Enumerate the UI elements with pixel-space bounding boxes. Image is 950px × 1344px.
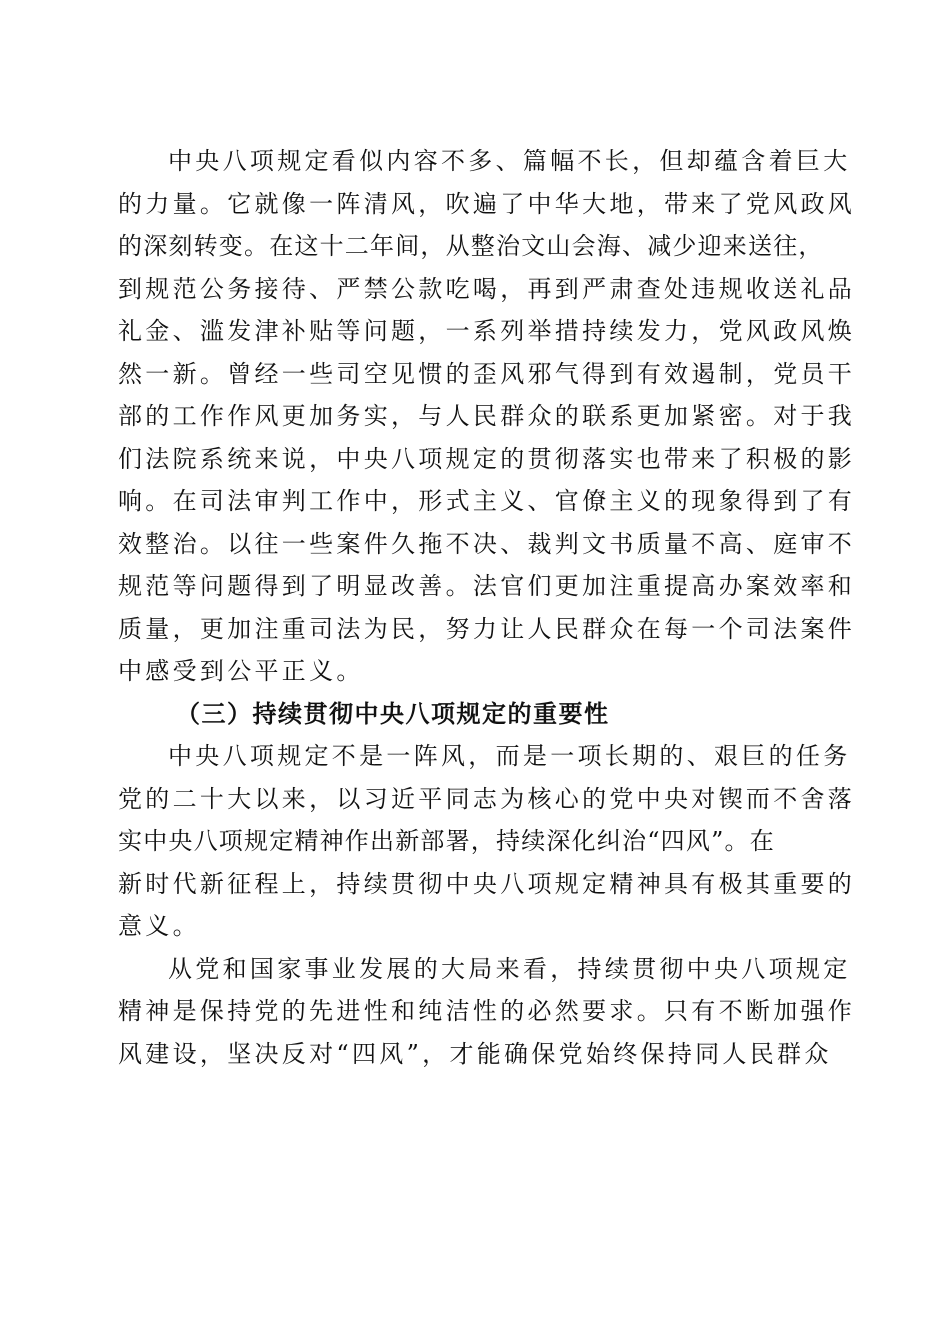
paragraph-3-line-3: 风建设，坚决反对“四风”，才能确保党始终保持同人民群众 bbox=[118, 1039, 832, 1068]
paragraph-1-line-13: 中感受到公平正义。 bbox=[118, 657, 364, 685]
paragraph-1-line-10: 效整治。以往一些案件久拖不决、裁判文书质量不高、庭审不 bbox=[118, 529, 856, 558]
paragraph-1-line-4: 到规范公务接待、严禁公款吃喝，再到严肃查处违规收送礼品 bbox=[118, 274, 856, 303]
paragraph-3-line-2: 精神是保持党的先进性和纯洁性的必然要求。只有不断加强作 bbox=[118, 997, 856, 1025]
paragraph-1-line-7: 部的工作作风更加务实，与人民群众的联系更加紧密。对于我 bbox=[118, 402, 856, 430]
paragraph-1-line-9: 响。在司法审判工作中，形式主义、官僚主义的现象得到了有 bbox=[118, 487, 856, 515]
paragraph-2-line-4: 新时代新征程上，持续贯彻中央八项规定精神具有极其重要的 bbox=[118, 869, 856, 898]
paragraph-1-line-3: 的深刻转变。在这十二年间，从整治文山会海、减少迎来送往， bbox=[118, 232, 824, 260]
paragraph-1-line-12: 质量，更加注重司法为民，努力让人民群众在每一个司法案件 bbox=[118, 614, 856, 643]
section-heading: （三）持续贯彻中央八项规定的重要性 bbox=[176, 698, 610, 728]
paragraph-1-line-2: 的力量。它就像一阵清风，吹遍了中华大地，带来了党风政风 bbox=[118, 189, 856, 218]
paragraph-1-line-11: 规范等问题得到了明显改善。法官们更加注重提高办案效率和 bbox=[118, 572, 856, 600]
paragraph-2-line-2: 党的二十大以来，以习近平同志为核心的党中央对锲而不舍落 bbox=[118, 784, 856, 813]
paragraph-1-line-8: 们法院系统来说，中央八项规定的贯彻落实也带来了积极的影 bbox=[118, 444, 856, 473]
document-page bbox=[118, 140, 856, 1075]
paragraph-2-line-3: 实中央八项规定精神作出新部署，持续深化纠治“四风”。在 bbox=[118, 827, 775, 855]
paragraph-1-line-1: 中央八项规定看似内容不多、篇幅不长，但却蕴含着巨大 bbox=[168, 147, 851, 175]
paragraph-1-line-6: 然一新。曾经一些司空见惯的歪风邪气得到有效遏制，党员干 bbox=[118, 359, 856, 388]
paragraph-2-line-5: 意义。 bbox=[118, 912, 200, 940]
paragraph-2-line-1: 中央八项规定不是一阵风，而是一项长期的、艰巨的任务 bbox=[168, 742, 851, 770]
paragraph-1-line-5: 礼金、滥发津补贴等问题，一系列举措持续发力，党风政风焕 bbox=[118, 317, 856, 345]
paragraph-3-line-1: 从党和国家事业发展的大局来看，持续贯彻中央八项规定 bbox=[168, 954, 851, 983]
